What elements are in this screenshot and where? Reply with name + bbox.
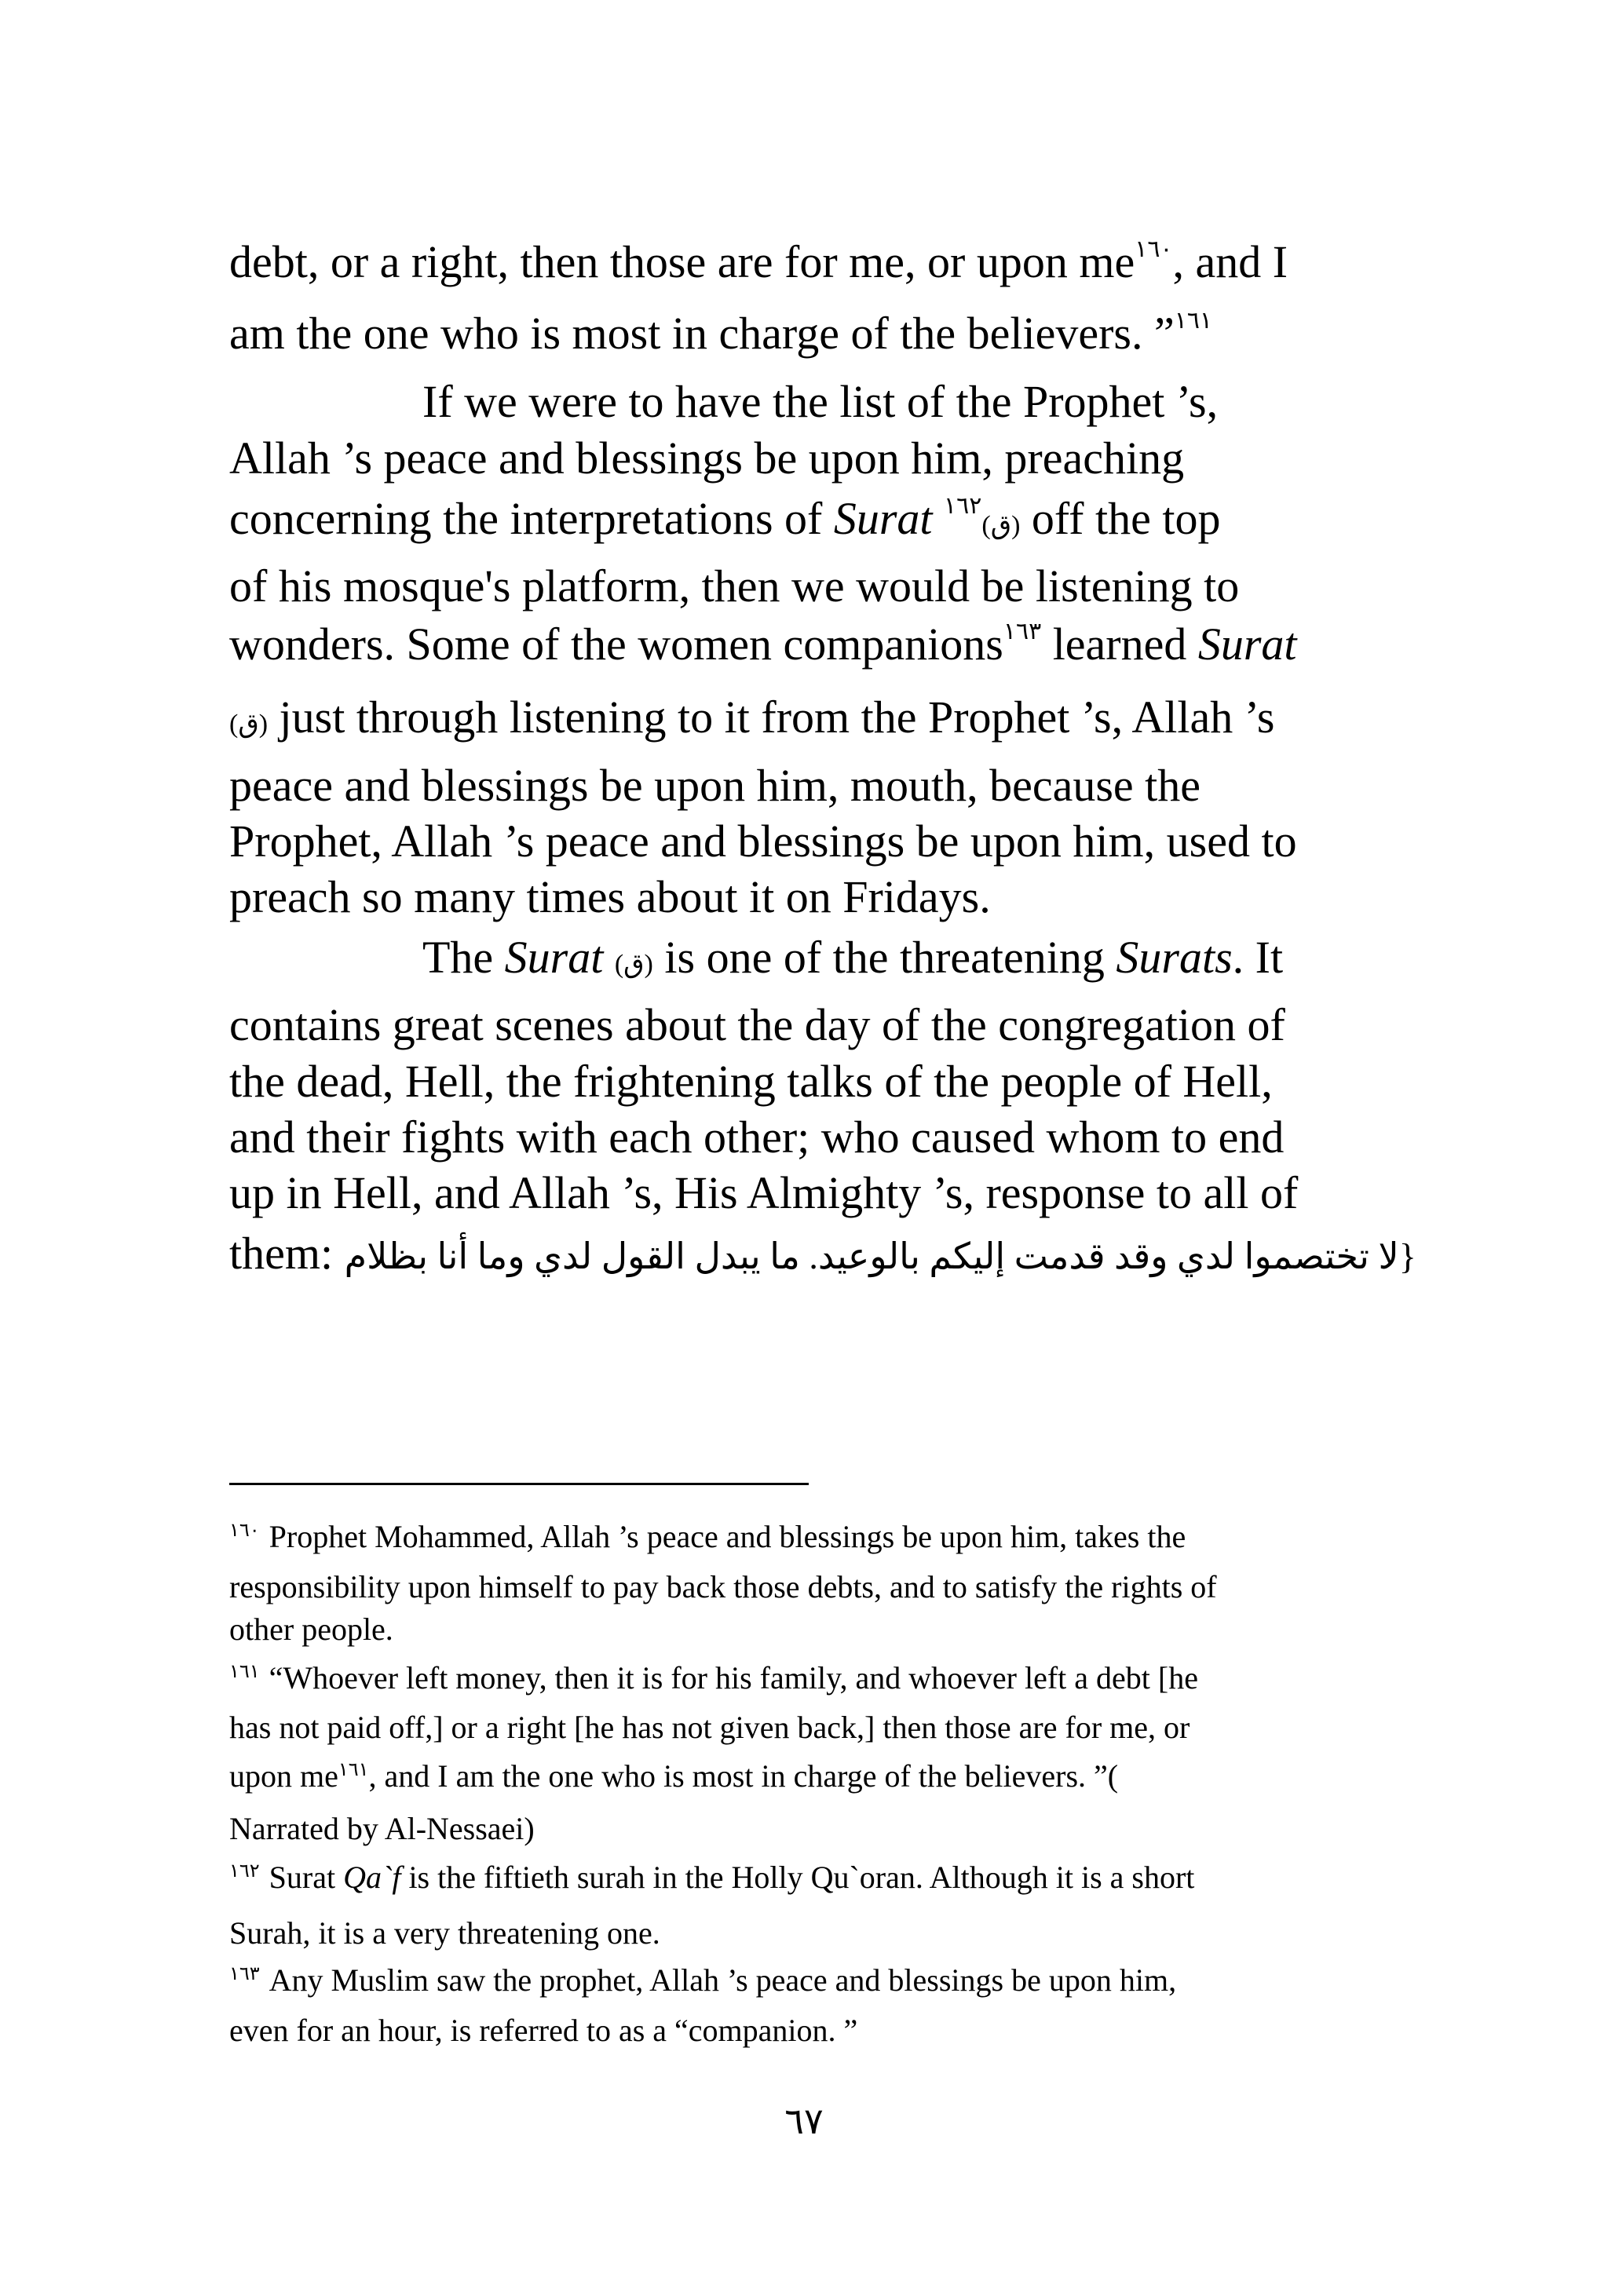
body-line [229, 236, 1383, 287]
body-line: If we were to have the list of the Prophet ’s, [422, 376, 1219, 427]
footnote-marker: ١٦٠ [1135, 236, 1173, 262]
footnote-separator [229, 1483, 809, 1485]
text-run: them: [229, 1228, 345, 1279]
body-line: and their fights with each other; who caused whom to end [229, 1111, 1285, 1163]
footnote-marker: ١٦١ [1174, 308, 1213, 334]
body-line [229, 1228, 1416, 1279]
footnote-marker: ١٦٣ [1003, 619, 1042, 644]
text-run: just through listening to it from the Prophet ’s, Allah ’s [268, 692, 1275, 743]
italic-term: Surat [1197, 619, 1297, 670]
footnote-line: Narrated by Al-Nessaei) [229, 1811, 535, 1846]
footnote-line [229, 1521, 1391, 1553]
text-run: concerning the interpretations of [229, 493, 834, 544]
body-line [422, 932, 1383, 983]
text-run: Surat [269, 1860, 344, 1895]
text-run: is one of the threatening [652, 932, 1116, 983]
footnote-marker: ١٦١ [338, 1760, 369, 1780]
text-run: Any Muslim saw the prophet, Allah ’s peace and blessings be upon him, [269, 1962, 1177, 1998]
italic-term: Surats [1116, 932, 1233, 983]
text-run: wonders. Some of the women companions [229, 619, 1003, 670]
text-run: debt, or a right, then those are for me, or upon me [229, 236, 1135, 287]
text-run: upon me [229, 1758, 338, 1794]
body-line: Prophet, Allah ’s peace and blessings be upon him, used to [229, 816, 1297, 867]
text-run: off the top [1020, 493, 1221, 544]
footnote-number: ١٦٠ [229, 1520, 260, 1541]
arabic-letter: (ق) [614, 950, 653, 979]
footnote-line: responsibility upon himself to pay back those debts, and to satisfy the rights of [229, 1569, 1217, 1604]
arabic-letter: (ق) [229, 710, 269, 739]
quran-verse: {لا تختصموا لدي وقد قدمت إليكم بالوعيد. ما يبدل القول لدي وما أنا بظلام [344, 1236, 1416, 1276]
arabic-letter: (ق) [981, 511, 1021, 540]
text-run: . It [1232, 932, 1284, 983]
text-run: Prophet Mohammed, Allah ’s peace and blessings be upon him, takes the [269, 1519, 1186, 1554]
text-run: , and I am the one who is most in charge of the believers. ”( [368, 1758, 1119, 1794]
footnote-line: even for an hour, is referred to as a “companion. ” [229, 2013, 858, 2048]
text-run: The [422, 932, 505, 983]
footnote-line [229, 1862, 1391, 1893]
italic-term: Qa`f [343, 1860, 401, 1895]
text-run: learned [1041, 619, 1198, 670]
body-line [229, 308, 1383, 359]
footnote-line: has not paid off,] or a right [he has not given back,] then those are for me, or [229, 1710, 1190, 1745]
page-number: ٦٧ [784, 2101, 824, 2141]
text-run: am the one who is most in charge of the believers. ” [229, 308, 1175, 359]
body-line [229, 692, 1383, 743]
footnote-line [229, 1962, 1391, 1998]
italic-term: Surat [504, 932, 604, 983]
body-line: up in Hell, and Allah ’s, His Almighty ’s, response to all of [229, 1167, 1299, 1218]
footnote-line: Surah, it is a very threatening one. [229, 1915, 660, 1951]
body-line [229, 619, 1383, 670]
body-line: of his mosque's platform, then we would be listening to [229, 560, 1240, 611]
italic-term: Surat [833, 493, 933, 544]
body-line: the dead, Hell, the frightening talks of the people of Hell, [229, 1056, 1273, 1107]
body-line: peace and blessings be upon him, mouth, because the [229, 760, 1201, 811]
body-line: Allah ’s peace and blessings be upon him, preaching [229, 433, 1185, 484]
footnote-line: other people. [229, 1612, 393, 1647]
body-line [229, 493, 1383, 544]
footnote-number: ١٦١ [229, 1662, 260, 1682]
text-run: “Whoever left money, then it is for his family, and whoever left a debt [he [269, 1660, 1198, 1696]
footnote-line [229, 1758, 1391, 1794]
text-run: is the fiftieth surah in the Holly Qu`oran. Although it is a short [400, 1860, 1195, 1895]
footnote-marker: ١٦٢ [944, 493, 982, 519]
footnote-number: ١٦٢ [229, 1861, 260, 1882]
body-line: contains great scenes about the day of the congregation of [229, 999, 1285, 1050]
footnote-line [229, 1660, 1391, 1696]
footnote-number: ١٦٣ [229, 1964, 260, 1984]
text-run: , and I [1172, 236, 1288, 287]
body-line: preach so many times about it on Fridays. [229, 871, 991, 922]
